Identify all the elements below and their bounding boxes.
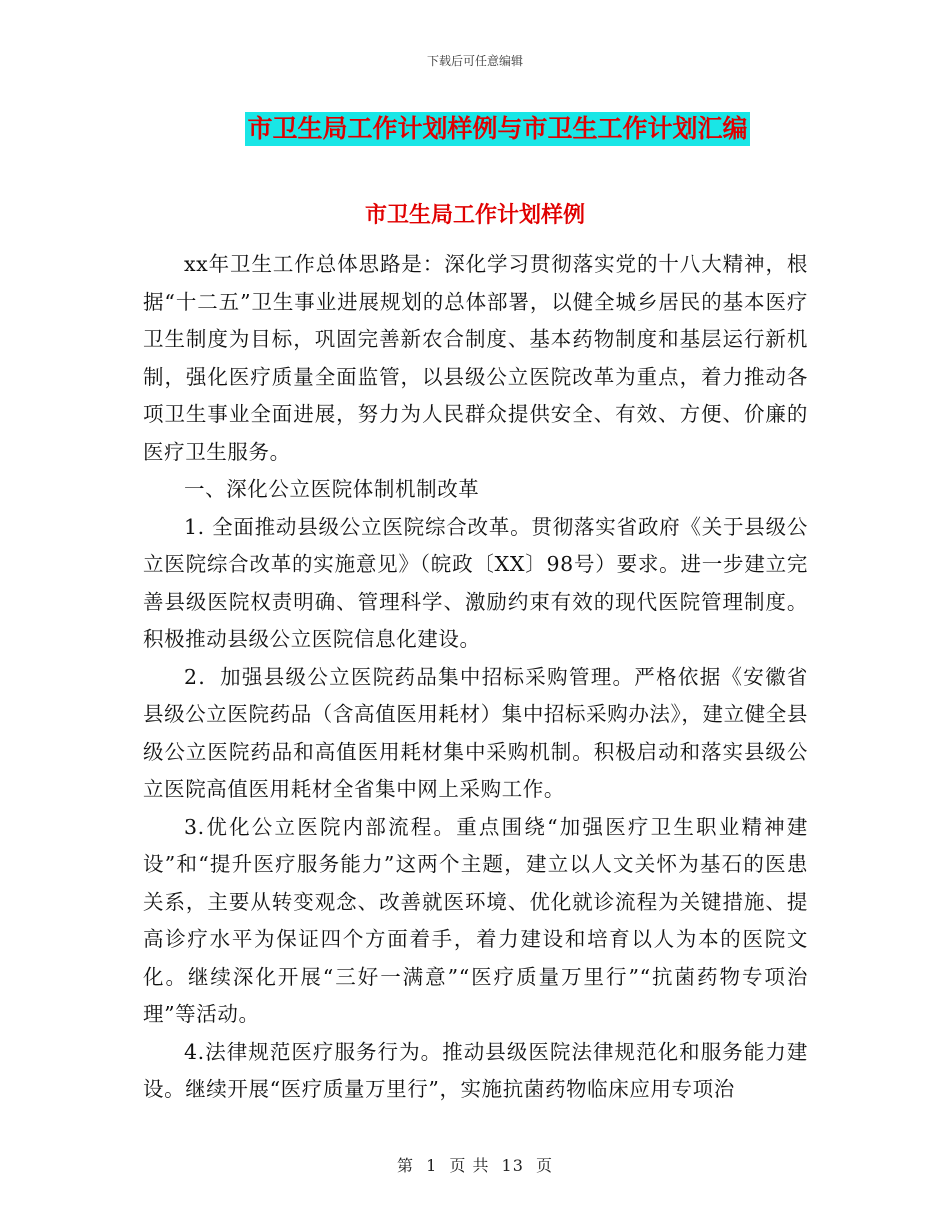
footer-middle: 页 共	[449, 1156, 490, 1175]
paragraph-item-1: 1. 全面推动县级公立医院综合改革。贯彻落实省政府《关于县级公立医院综合改革的实施意见》（皖政〔XX〕98号）要求。进一步建立完善县级医院权责明确、管理科学、激励约束有效的现代医院管理制度。积极推动县级公立医院信息化建设。	[143, 514, 808, 651]
section-title: 市卫生局工作计划样例	[364, 203, 585, 228]
paragraph-item-4: 4.法律规范医疗服务行为。推动县级医院法律规范化和服务能力建设。继续开展“医疗质量万里行”，实施抗菌药物临床应用专项治	[143, 1039, 808, 1101]
heading-section-one: 一、深化公立医院体制机制改革	[184, 477, 480, 501]
footer-prefix: 第	[396, 1156, 414, 1175]
total-page-count: 13	[501, 1156, 524, 1175]
header-note: 下载后可任意编辑	[426, 54, 523, 68]
current-page-number: 1	[426, 1156, 438, 1175]
paragraph-item-2: 2．加强县级公立医院药品集中招标采购管理。严格依据《安徽省县级公立医院药品（含高值医用耗材）集中招标采购办法》，建立健全县级公立医院药品和高值医用耗材集中采购机制。积极启动和落实县级公立医院高值医用耗材全省集中网上采购工作。	[143, 664, 808, 801]
page-footer	[0, 1155, 950, 1177]
document-body	[143, 246, 808, 1109]
paragraph-item-3: 3.优化公立医院内部流程。重点围绕“加强医疗卫生职业精神建设”和“提升医疗服务能力”这两个主题，建立以人文关怀为基石的医患关系，主要从转变观念、改善就医环境、优化就诊流程为关键措施、提高诊疗水平为保证四个方面着手，着力建设和培育以人为本的医院文化。继续深化开展“三好一满意”“医疗质量万里行”“抗菌药物专项治理”等活动。	[143, 814, 808, 1026]
footer-suffix: 页	[536, 1156, 554, 1175]
document-title-container	[0, 112, 950, 146]
document-title: 市卫生局工作计划样例与市卫生工作计划汇编	[245, 112, 749, 146]
paragraph-overview: xx年卫生工作总体思路是：深化学习贯彻落实党的十八大精神，根据“十二五”卫生事业进展规划的总体部署，以健全城乡居民的基本医疗卫生制度为目标，巩固完善新农合制度、基本药物制度和基层运行新机制，强化医疗质量全面监管，以县级公立医院改革为重点，着力推动各项卫生事业全面进展，努力为人民群众提供安全、有效、方便、价廉的医疗卫生服务。	[143, 252, 808, 464]
